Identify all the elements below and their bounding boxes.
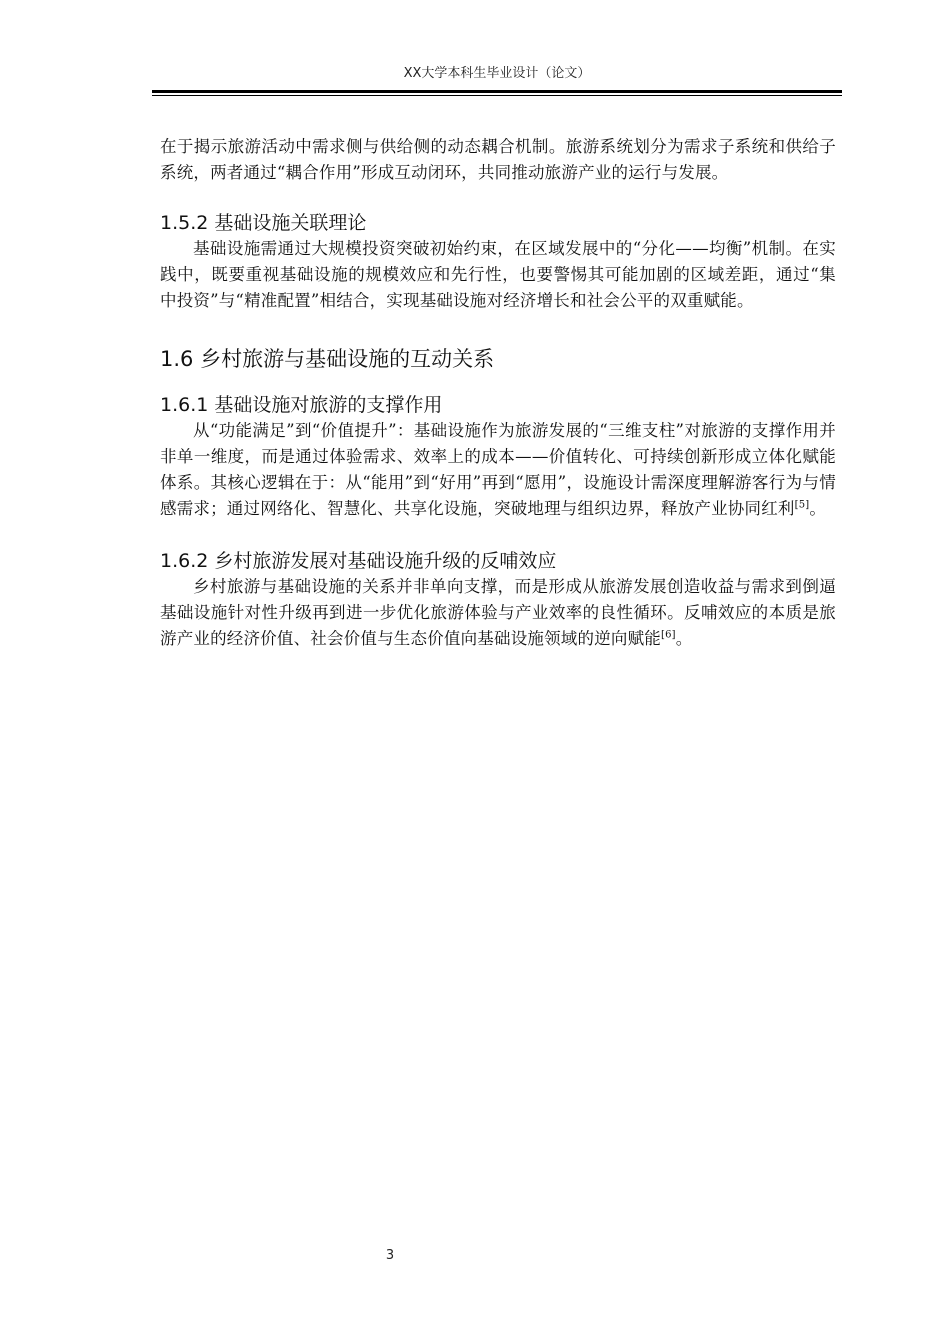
page-header-title: XX大学本科生毕业设计（论文） (403, 66, 591, 81)
section-paragraph-1-6-1 (160, 418, 836, 522)
paragraph-text: 乡村旅游与基础设施的关系并非单向支撑，而是形成从旅游发展创造收益与需求到倒逼基础设施针对性升级再到进一步优化旅游体验与产业效率的良性循环。反哺效应的本质是旅游产业的经济价值、社会价值与生态价值向基础设施领域的逆向赋能 (160, 577, 836, 648)
section-paragraph-1-5-2: 基础设施需通过大规模投资突破初始约束，在区域发展中的“分化——均衡”机制。在实践中，既要重视基础设施的规模效应和先行性，也要警惕其可能加剧的区域差距，通过“集中投资”与“精准配置”相结合，实现基础设施对经济增长和社会公平的双重赋能。 (160, 239, 836, 310)
intro-paragraph: 在于揭示旅游活动中需求侧与供给侧的动态耦合机制。旅游系统划分为需求子系统和供给子系统，两者通过“耦合作用”形成互动闭环，共同推动旅游产业的运行与发展。 (160, 137, 836, 182)
section-paragraph-1-6-2 (160, 574, 836, 652)
section-heading-1-6-2: 1.6.2 乡村旅游发展对基础设施升级的反哺效应 (160, 550, 557, 572)
paragraph-text: 从“功能满足”到“价值提升”：基础设施作为旅游发展的“三维支柱”对旅游的支撑作用并非单一维度，而是通过体验需求、效率上的成本——价值转化、可持续创新形成立体化赋能体系。其核心逻辑在于：从“能用”到“好用”再到“愿用”，设施设计需深度理解游客行为与情感需求；通过网络化、智慧化、共享化设施，突破地理与组织边界，释放产业协同红利 (160, 421, 836, 518)
paragraph-end: 。 (675, 629, 693, 648)
page-number: 3 (385, 1248, 395, 1263)
citation-ref-6: [6] (661, 629, 676, 641)
header-rule-thick (152, 90, 842, 93)
citation-ref-5: [5] (794, 499, 810, 511)
header-rule-thin (152, 95, 842, 96)
section-heading-1-6-1: 1.6.1 基础设施对旅游的支撑作用 (160, 394, 443, 416)
section-heading-1-6: 1.6 乡村旅游与基础设施的互动关系 (160, 347, 495, 371)
section-heading-1-5-2: 1.5.2 基础设施关联理论 (160, 212, 367, 234)
page-content (160, 134, 836, 652)
paragraph-end: 。 (809, 499, 827, 518)
